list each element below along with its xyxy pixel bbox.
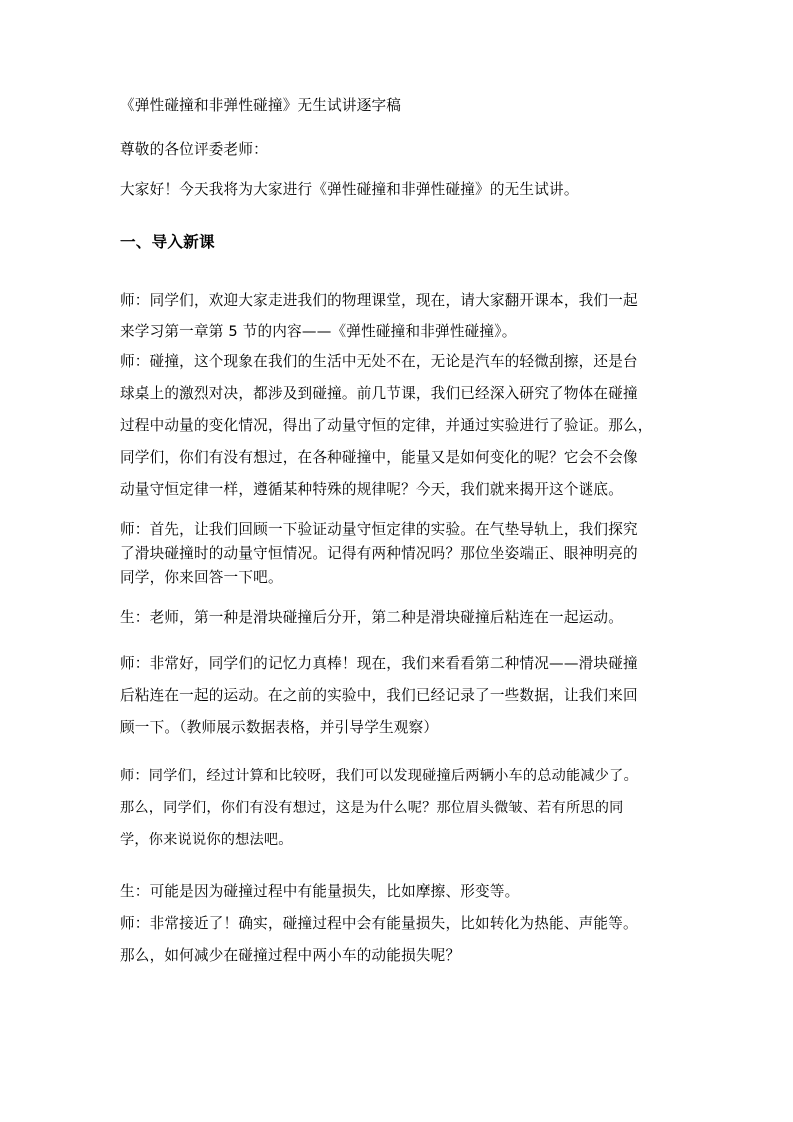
text-line: 师：同学们，经过计算和比较呀，我们可以发现碰撞后两辆小车的总动能减少了。	[120, 768, 638, 784]
text-line: 师：非常接近了！确实，碰撞过程中会有能量损失，比如转化为热能、声能等。	[120, 915, 638, 932]
text-line: 师：碰撞，这个现象在我们的生活中无处不在，无论是汽车的轻微刮擦，还是台	[120, 353, 638, 370]
text-line: 师：非常好，同学们的记忆力真棒！现在，我们来看看第二种情况——滑块碰撞	[120, 655, 638, 672]
text-line: 那么，如何减少在碰撞过程中两小车的动能损失呢？	[120, 947, 461, 964]
text-line: 师：首先，让我们回顾一下验证动量守恒定律的实验。在气垫导轨上，我们探究	[120, 521, 638, 538]
section-heading: 一、导入新课	[120, 233, 215, 251]
text-line: 球桌上的激烈对决，都涉及到碰撞。前几节课，我们已经深入研究了物体在碰撞	[120, 385, 638, 402]
salutation: 尊敬的各位评委老师：	[120, 141, 268, 158]
text-line: 过程中动量的变化情况，得出了动量守恒的定律，并通过实验进行了验证。那么，	[120, 417, 653, 434]
intro-paragraph: 大家好！今天我将为大家进行《弹性碰撞和非弹性碰撞》的无生试讲。	[120, 181, 579, 198]
text-line: 顾一下。（教师展示数据表格，并引导学生观察）	[120, 719, 439, 736]
text-line: 来学习第一章第 5 节的内容——《弹性碰撞和非弹性碰撞》。	[120, 323, 517, 340]
text-line: 师：同学们，欢迎大家走进我们的物理课堂，现在，请大家翻开课本，我们一起	[120, 292, 638, 309]
document-title: 《弹性碰撞和非弹性碰撞》无生试讲逐字稿	[120, 97, 402, 114]
text-line: 同学，你来回答一下吧。	[120, 569, 283, 586]
text-line: 了滑块碰撞时的动量守恒情况。记得有两种情况吗？那位坐姿端正、眼神明亮的	[120, 545, 638, 562]
text-line: 那么，同学们，你们有没有想过，这是为什么呢？那位眉头微皱、若有所思的同	[120, 800, 624, 816]
text-line: 后粘连在一起的运动。在之前的实验中，我们已经记录了一些数据，让我们来回	[120, 687, 638, 704]
text-line: 动量守恒定律一样，遵循某种特殊的规律呢？今天，我们就来揭开这个谜底。	[120, 481, 623, 498]
text-line: 生：可能是因为碰撞过程中有能量损失，比如摩擦、形变等。	[120, 883, 520, 900]
text-line: 同学们，你们有没有想过，在各种碰撞中，能量又是如何变化的呢？它会不会像	[120, 449, 638, 466]
text-line: 生：老师，第一种是滑块碰撞后分开，第二种是滑块碰撞后粘连在一起运动。	[120, 609, 623, 626]
text-line: 学，你来说说你的想法吧。	[120, 832, 293, 848]
